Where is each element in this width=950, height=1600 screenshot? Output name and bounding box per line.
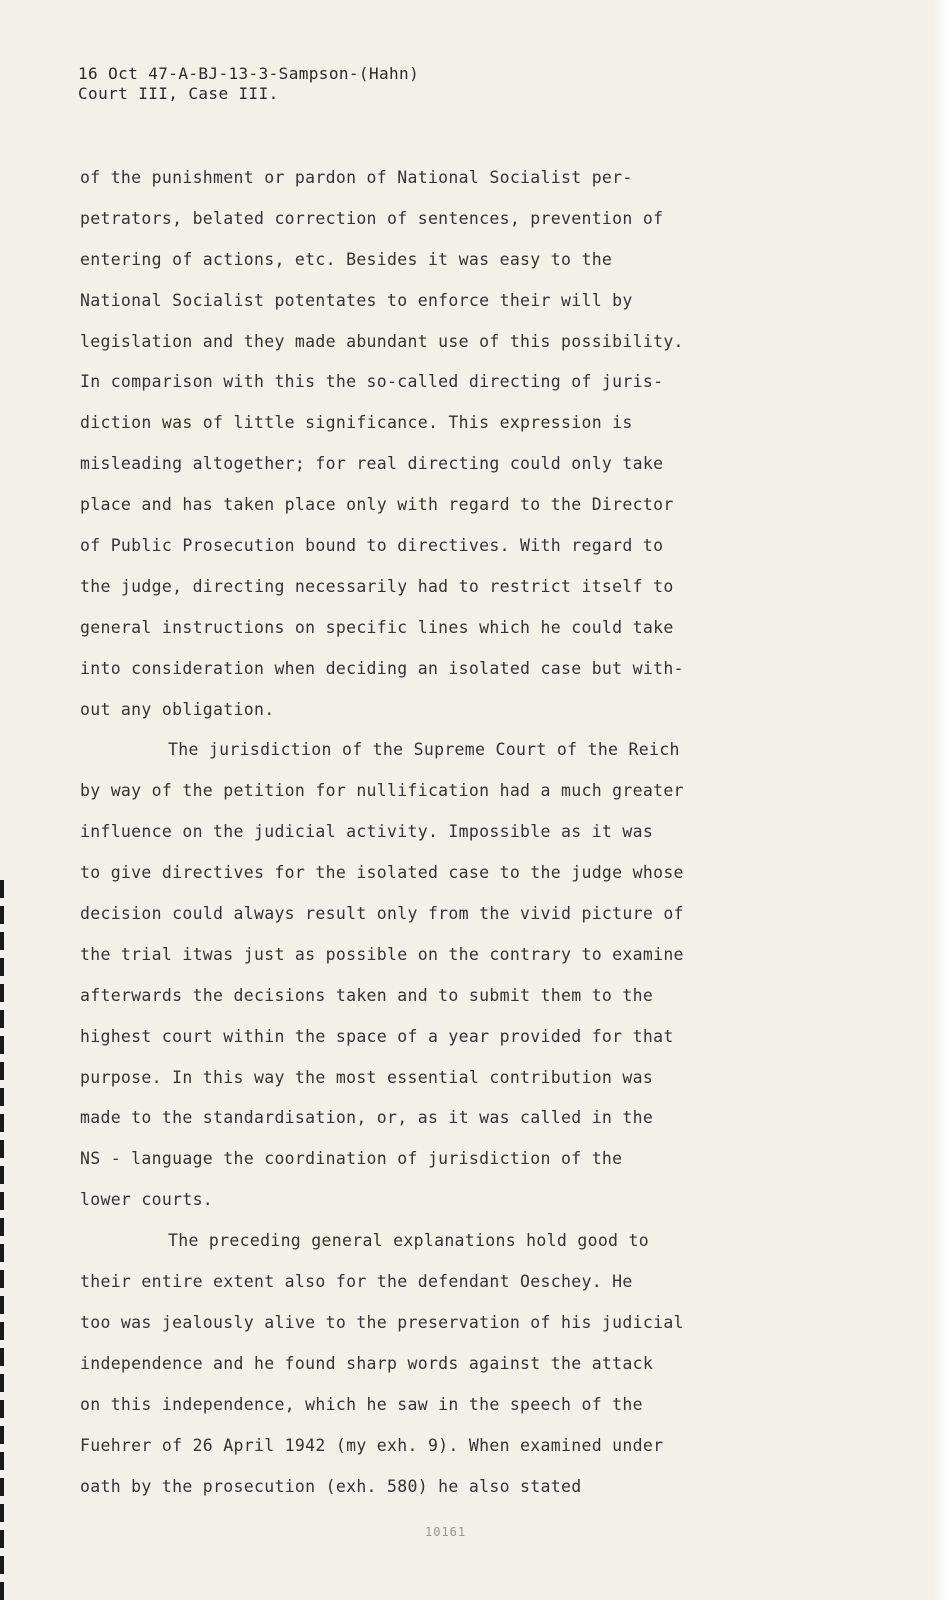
paragraph-start: The jurisdiction of the Supreme Court of the Reich	[168, 740, 680, 760]
text-line: purpose. In this way the most essential contribution was	[80, 1067, 654, 1087]
text-line: by way of the petition for nullification had a much greater	[80, 781, 684, 801]
text-line: out any obligation.	[80, 699, 275, 719]
page-edge	[932, 0, 950, 1600]
text-line: on this independence, which he saw in the speech of the	[80, 1394, 643, 1414]
text-line: of Public Prosecution bound to directives. With regard to	[80, 536, 664, 556]
text-line: legislation and they made abundant use of this possibility.	[80, 331, 684, 351]
text-line: afterwards the decisions taken and to submit them to the	[80, 985, 654, 1005]
text-line: highest court within the space of a year provided for that	[80, 1026, 674, 1046]
text-line: decision could always result only from the vivid picture of	[80, 904, 684, 924]
text-line: Fuehrer of 26 April 1942 (my exh. 9). When examined under	[80, 1435, 664, 1455]
page-number: 10161	[425, 1525, 467, 1539]
binding-edge	[0, 880, 4, 1600]
text-line: lower courts.	[80, 1190, 214, 1210]
document-header	[78, 64, 419, 104]
text-line: made to the standardisation, or, as it was called in the	[80, 1108, 654, 1128]
text-line: oath by the prosecution (exh. 580) he also stated	[80, 1476, 582, 1496]
text-line: general instructions on specific lines which he could take	[80, 617, 674, 637]
paragraph-start: The preceding general explanations hold good to	[168, 1231, 649, 1251]
text-line: independence and he found sharp words against the attack	[80, 1353, 654, 1373]
text-line: their entire extent also for the defendant Oeschey. He	[80, 1272, 633, 1292]
text-line: misleading altogether; for real directing could only take	[80, 454, 664, 474]
header-court: Court III, Case III.	[78, 84, 279, 103]
document-body	[80, 158, 820, 1507]
text-line: National Socialist potentates to enforce their will by	[80, 290, 633, 310]
text-line: In comparison with this the so-called directing of juris-	[80, 372, 664, 392]
text-line: influence on the judicial activity. Impossible as it was	[80, 822, 654, 842]
text-line: the trial itwas just as possible on the contrary to examine	[80, 944, 684, 964]
text-line: of the punishment or pardon of National Socialist per-	[80, 168, 633, 187]
text-line: the judge, directing necessarily had to restrict itself to	[80, 576, 674, 596]
text-line: too was jealously alive to the preservation of his judicial	[80, 1312, 684, 1332]
header-reference: 16 Oct 47-A-BJ-13-3-Sampson-(Hahn)	[78, 64, 420, 83]
text-line: place and has taken place only with regard to the Director	[80, 495, 674, 515]
text-line: NS - language the coordination of jurisdiction of the	[80, 1149, 623, 1169]
text-line: petrators, belated correction of sentences, prevention of	[80, 208, 664, 228]
text-line: into consideration when deciding an isolated case but with-	[80, 658, 684, 678]
text-line: to give directives for the isolated case to the judge whose	[80, 863, 684, 883]
text-line: entering of actions, etc. Besides it was easy to the	[80, 249, 613, 269]
text-line: diction was of little significance. This expression is	[80, 413, 633, 433]
